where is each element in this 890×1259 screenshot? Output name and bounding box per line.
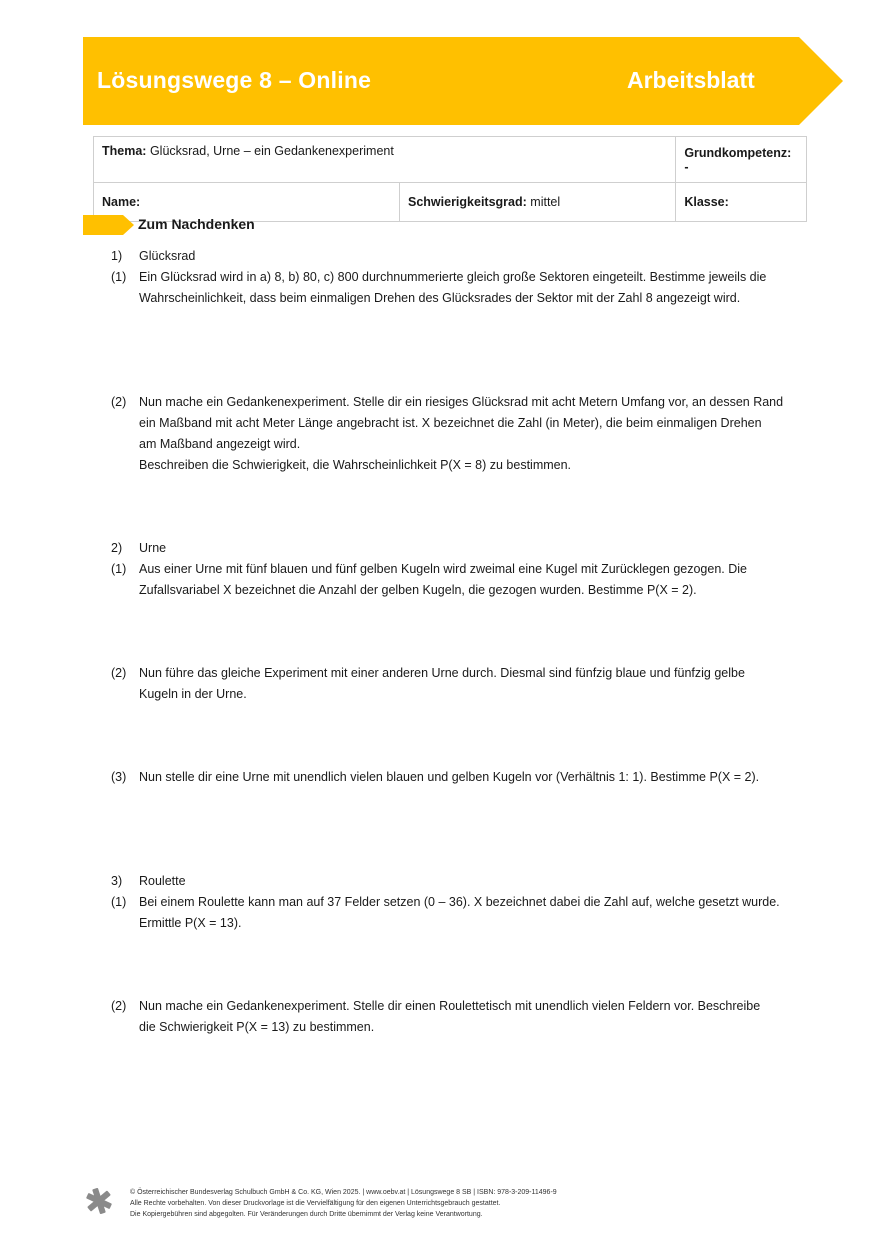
- task-1-number: 1): [111, 249, 123, 263]
- task-3-2-number: (2): [111, 999, 127, 1013]
- task-2-3-number: (3): [111, 770, 127, 784]
- task-3-1-number: (1): [111, 895, 127, 909]
- task-1-2-line-4: Beschreiben die Schwierigkeit, die Wahrscheinlichkeit P(X = 8) zu bestimmen.: [139, 458, 572, 472]
- task-1-title: Glücksrad: [139, 249, 196, 263]
- thema-cell: [94, 137, 676, 183]
- klasse-cell[interactable]: [676, 183, 807, 222]
- footer-line-2: Alle Rechte vorbehalten. Von dieser Druckvorlage ist die Vervielfältigung für den eigenen Unterrichtsgebrauch gestattet.: [130, 1200, 501, 1207]
- footer-line-1: © Österreichischer Bundesverlag Schulbuch GmbH & Co. KG, Wien 2025. | www.oebv.at | Lösungswege 8 SB | ISBN: 978-3-209-11496-9: [130, 1189, 557, 1196]
- task-1-2-line-1: Nun mache ein Gedankenexperiment. Stelle dir ein riesiges Glücksrad mit acht Metern Umfang vor, an dessen Rand: [139, 395, 784, 409]
- klasse-label: Klasse:: [684, 195, 729, 209]
- section-arrow-icon: [83, 215, 135, 235]
- task-1-2-number: (2): [111, 395, 127, 409]
- oebv-asterisk-logo-icon: [84, 1186, 114, 1216]
- task-2-1-line-2: Zufallsvariabel X bezeichnet die Anzahl der gelben Kugeln, die gezogen wurden. Bestimme P(X = 2).: [139, 583, 697, 597]
- schwierigkeit-label: Schwierigkeitsgrad:: [408, 195, 527, 209]
- thema-label: Thema:: [102, 144, 147, 158]
- task-1-1-line-2: Wahrscheinlichkeit, dass beim einmaligen Drehen des Glücksrades der Sektor mit der Zahl 8 angezeigt wird.: [139, 291, 741, 305]
- document-type: Arbeitsblatt: [627, 67, 755, 93]
- task-3-2-line-1: Nun mache ein Gedankenexperiment. Stelle dir einen Roulettetisch mit unendlich vielen Feldern vor. Beschreibe: [139, 999, 761, 1013]
- task-3-title: Roulette: [139, 874, 186, 888]
- schwierigkeit-cell: [400, 183, 676, 222]
- task-2-2-number: (2): [111, 666, 127, 680]
- task-3-2-line-2: die Schwierigkeit P(X = 13) zu bestimmen.: [139, 1020, 375, 1034]
- footer-line-3: Die Kopiergebühren sind abgegolten. Für Veränderungen durch Dritte übernimmt der Verlag keine Verantwortung.: [130, 1211, 483, 1218]
- grundkompetenz-cell: [676, 137, 807, 183]
- info-table: [93, 136, 807, 222]
- section-title: Zum Nachdenken: [138, 216, 255, 232]
- schwierigkeit-value: mittel: [530, 195, 561, 209]
- task-2-2-line-1: Nun führe das gleiche Experiment mit einer anderen Urne durch. Diesmal sind fünfzig blaue und fünfzig gelbe: [139, 666, 745, 680]
- task-1-1-line-1: Ein Glücksrad wird in a) 8, b) 80, c) 800 durchnummerierte gleich große Sektoren eingeteilt. Bestimme jeweils die: [139, 270, 767, 284]
- task-3-1-line-2: Ermittle P(X = 13).: [139, 916, 242, 930]
- task-1-2-line-3: am Maßband angezeigt wird.: [139, 437, 301, 451]
- name-label: Name:: [102, 195, 141, 209]
- footer-copyright: [130, 1187, 557, 1220]
- task-1-1-number: (1): [111, 270, 127, 284]
- task-3-number: 3): [111, 874, 123, 888]
- task-2-3-line-1: Nun stelle dir eine Urne mit unendlich vielen blauen und gelben Kugeln vor (Verhältnis 1: 1). Bestimme P(X = 2).: [139, 770, 760, 784]
- task-2-number: 2): [111, 541, 123, 555]
- page-title: Lösungswege 8 – Online: [97, 67, 372, 93]
- task-3-1-line-1: Bei einem Roulette kann man auf 37 Felder setzen (0 – 36). X bezeichnet dabei die Zahl auf, welche gesetzt wurde.: [139, 895, 780, 909]
- grundkompetenz-label: Grundkompetenz: -: [684, 145, 792, 174]
- task-2-1-number: (1): [111, 562, 127, 576]
- header-banner: [83, 37, 843, 125]
- task-1-2-line-2: ein Maßband mit acht Meter Länge angebracht ist. X bezeichnet die Zahl (in Meter), die beim einmaligen Drehen: [139, 416, 762, 430]
- task-2-title: Urne: [139, 541, 167, 555]
- task-2-1-line-1: Aus einer Urne mit fünf blauen und fünf gelben Kugeln wird zweimal eine Kugel mit Zurücklegen gezogen. Die: [139, 562, 747, 576]
- task-2-2-line-2: Kugeln in der Urne.: [139, 687, 247, 701]
- thema-value: Glücksrad, Urne – ein Gedankenexperiment: [149, 144, 394, 158]
